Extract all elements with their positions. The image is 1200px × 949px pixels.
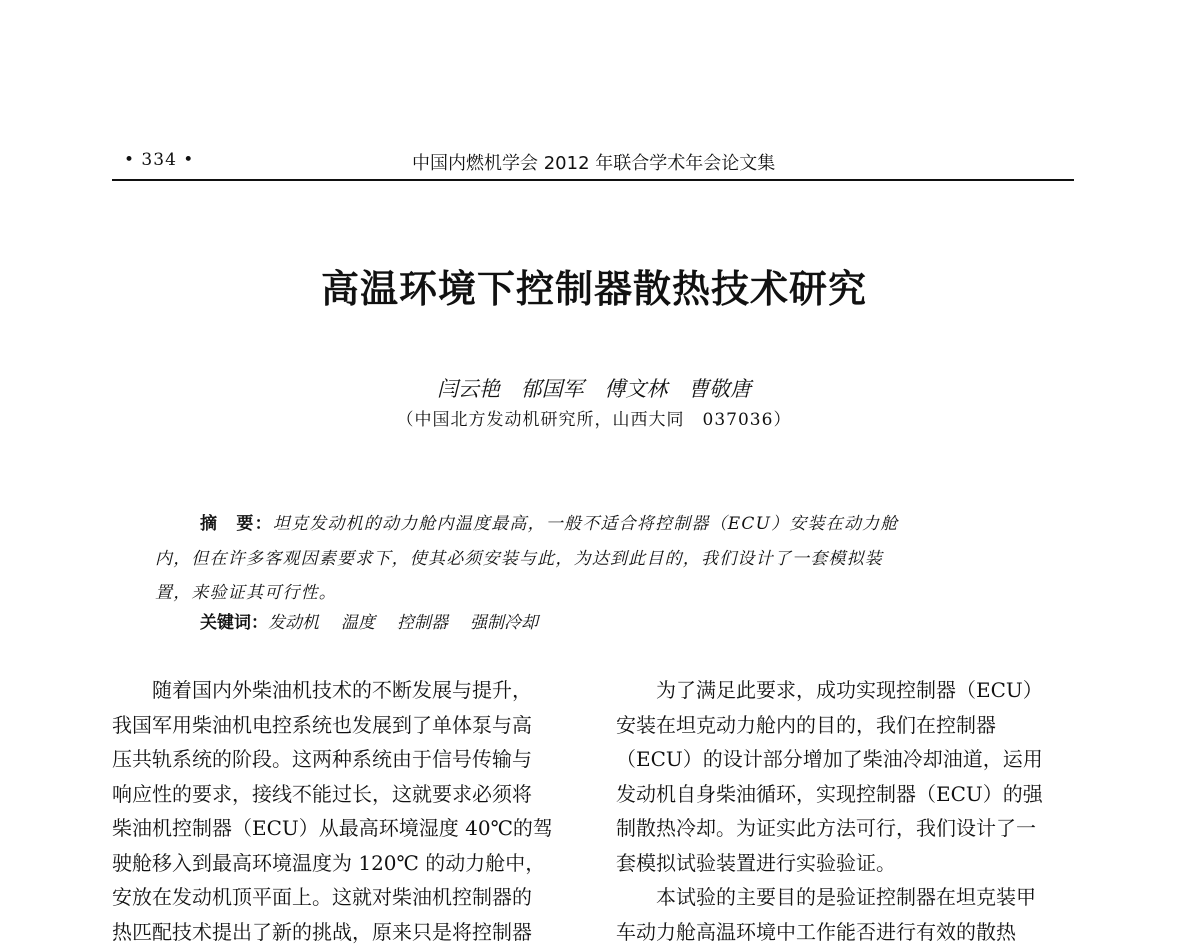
body-line: 我国军用柴油机电控系统也发展到了单体泵与高 bbox=[112, 708, 574, 743]
body-line: 安装在坦克动力舱内的目的，我们在控制器 bbox=[616, 708, 1078, 743]
abstract-label: 摘 要： bbox=[200, 514, 273, 534]
header-rule bbox=[112, 179, 1074, 181]
authors: 闫云艳 郁国军 傅文林 曹敬唐 bbox=[0, 373, 1188, 403]
body-line: 安放在发动机顶平面上。这就对柴油机控制器的 bbox=[112, 880, 574, 915]
body-line: 为了满足此要求，成功实现控制器（ECU） bbox=[616, 673, 1078, 708]
abstract-line bbox=[200, 509, 899, 534]
body-line: （ECU）的设计部分增加了柴油冷却油道，运用 bbox=[616, 742, 1078, 777]
keywords-label: 关键词： bbox=[200, 613, 268, 633]
keyword: 发动机 bbox=[268, 613, 319, 633]
body-line: 热匹配技术提出了新的挑战，原来只是将控制器 bbox=[112, 915, 574, 949]
keyword: 温度 bbox=[341, 613, 375, 633]
abstract-line: 置，来验证其可行性。 bbox=[155, 578, 337, 603]
body-line: 柴油机控制器（ECU）从最高环境湿度 40℃的驾 bbox=[112, 811, 574, 846]
keywords-line bbox=[200, 608, 560, 633]
body-line: 套模拟试验装置进行实验验证。 bbox=[616, 846, 1078, 881]
body-line: 驶舱移入到最高环境温度为 120℃ 的动力舱中， bbox=[112, 846, 574, 881]
body-left-column bbox=[112, 673, 574, 949]
body-line: 响应性的要求，接线不能过长，这就要求必须将 bbox=[112, 777, 574, 812]
affiliation: （中国北方发动机研究所，山西大同 037036） bbox=[0, 405, 1188, 430]
abstract-line: 内，但在许多客观因素要求下，使其必须安装与此，为达到此目的，我们设计了一套模拟装 bbox=[155, 544, 883, 569]
keyword: 强制冷却 bbox=[470, 613, 538, 633]
keyword: 控制器 bbox=[397, 613, 448, 633]
body-line: 压共轨系统的阶段。这两种系统由于信号传输与 bbox=[112, 742, 574, 777]
body-line: 随着国内外柴油机技术的不断发展与提升， bbox=[112, 673, 574, 708]
paper-title: 高温环境下控制器散热技术研究 bbox=[0, 258, 1188, 313]
body-line: 本试验的主要目的是验证控制器在坦克装甲 bbox=[616, 880, 1078, 915]
page-number: • 334 • bbox=[124, 150, 194, 170]
body-line: 发动机自身柴油循环，实现控制器（ECU）的强 bbox=[616, 777, 1078, 812]
running-header: 中国内燃机学会 2012 年联合学术年会论文集 bbox=[412, 149, 775, 175]
body-right-column bbox=[616, 673, 1078, 949]
abstract-text: 坦克发动机的动力舱内温度最高，一般不适合将控制器（ECU）安装在动力舱 bbox=[273, 514, 899, 534]
body-line: 制散热冷却。为证实此方法可行，我们设计了一 bbox=[616, 811, 1078, 846]
body-line: 车动力舱高温环境中工作能否进行有效的散热 bbox=[616, 915, 1078, 949]
